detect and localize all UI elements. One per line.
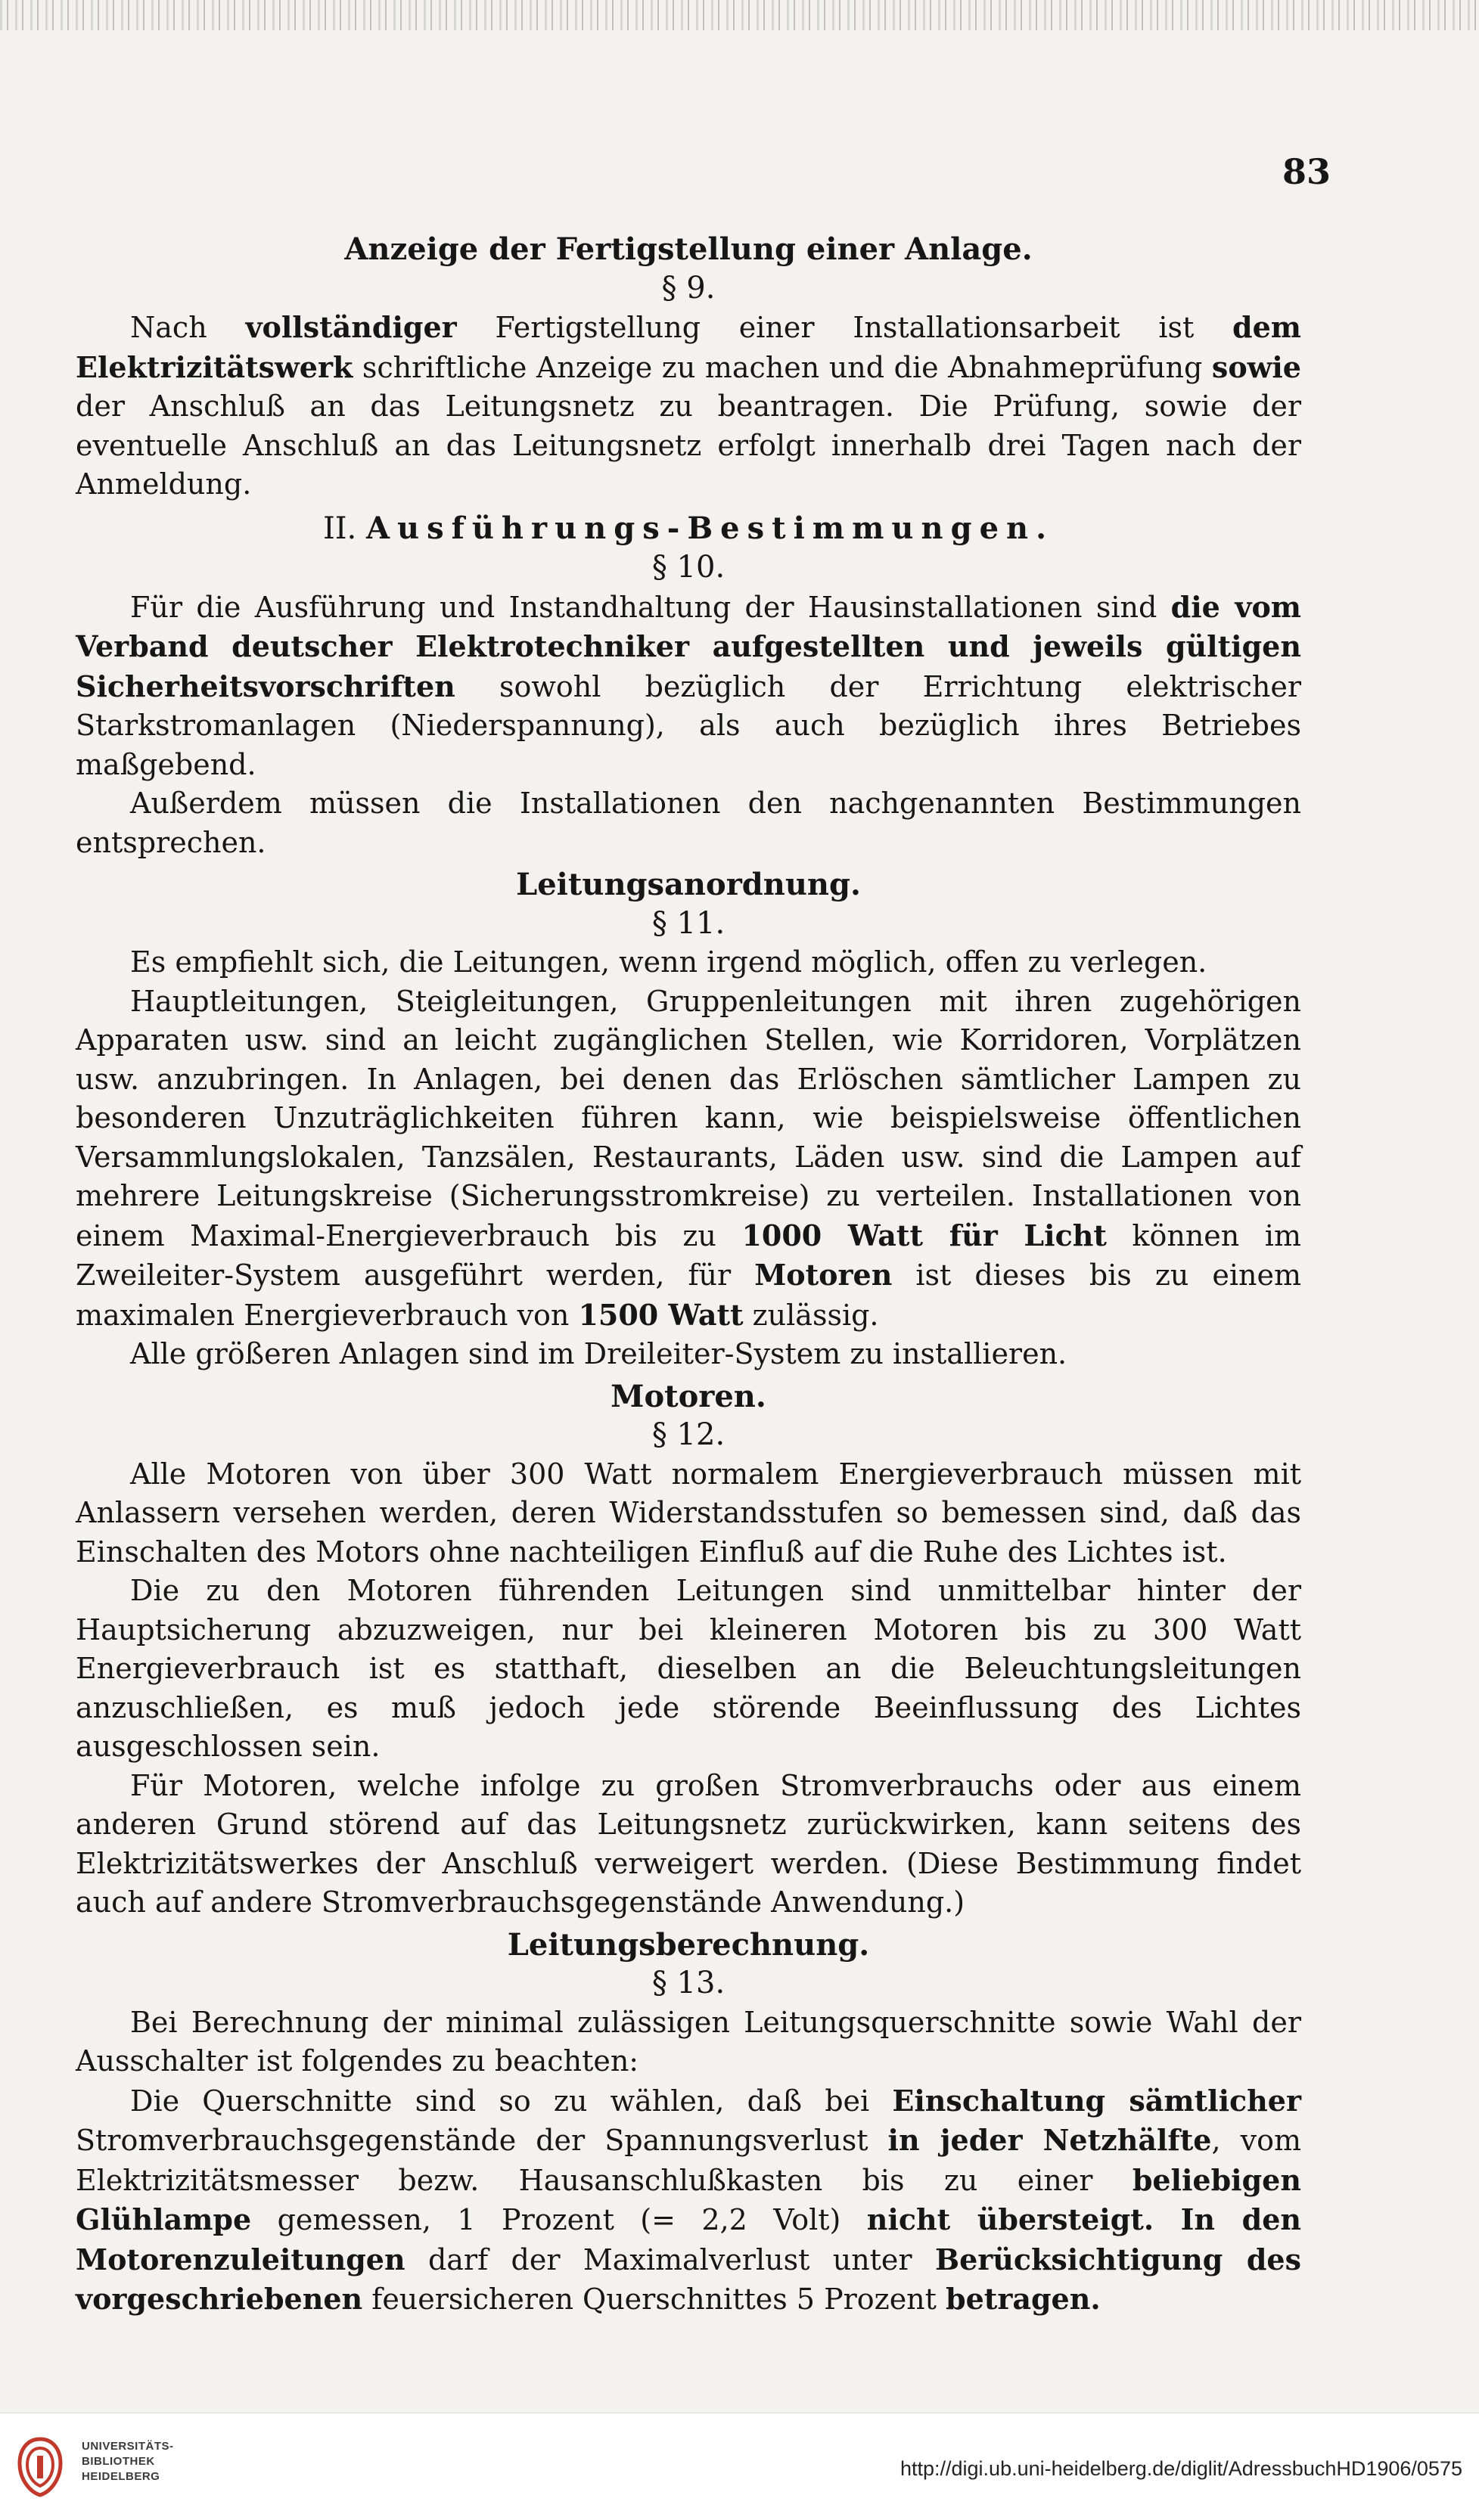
page-number: 83 (1282, 151, 1331, 192)
section-number-11: § 11. (651, 905, 726, 941)
paragraph-11-1: Es empfiehlt sich, die Leitungen, wenn irgend möglich, offen zu verlegen. (130, 945, 1207, 979)
paragraph-12-3: Für Motoren, welche infolge zu großen Stromverbrauchs oder aus einem anderen Grund störend auf das Leitungsnetz zurückwirken, kann seitens des Elektrizitätswerkes der Anschluß verweigert werden. (Diese Bestimmung findet auch auf andere Stromverbrauchsgegenstände Anwendung.) (76, 1768, 1301, 1919)
section-number-10: § 10. (651, 550, 726, 585)
paragraph-10-2: Außerdem müssen die Installationen den nachgenannten Bestimmungen entsprechen. (76, 787, 1301, 859)
heading-motoren: Motoren. (611, 1378, 766, 1414)
part-heading (76, 509, 1301, 549)
heading-leitungsberechnung: Leitungsberechnung. (507, 1926, 870, 1963)
heading-leitungsanordnung: Leitungsanordnung. (516, 867, 861, 902)
part-roman: II. (322, 511, 357, 546)
paragraph-11-2: Hauptleitungen, Steigleitungen, Gruppenleitungen mit ihren zugehörigen Apparaten usw. sind an leicht zugänglichen Stellen, wie Korridoren, Vorplätzen usw. anzubringen. In Anlagen, bei denen das Erlöschen sämtlicher Lampen zu besonderen Unzuträglichkeiten führen kann, wie beispielsweise öffentlichen Versammlungslokalen, Tanzsälen, Restaurants, Läden usw. sind die Lampen auf mehrere Leitungskreise (Sicherungsstromkreise) zu verteilen. Installationen von einem Maximal-Energieverbrauch bis zu 1000 Watt für Licht können im Zweileiter-System ausgeführt werden, für Motoren ist dieses bis zu einem maximalen Energieverbrauch von 1500 Watt zulässig. (76, 984, 1301, 1332)
paragraph-13-1: Bei Berechnung der minimal zulässigen Leitungsquerschnitte sowie Wahl der Ausschalter ist folgendes zu beachten: (76, 2005, 1301, 2078)
section-number-13: § 13. (651, 1966, 726, 2000)
paragraph-10-1: Für die Ausführung und Instandhaltung der Hausinstallationen sind die vom Verband deutscher Elektrotechniker aufgestellten und jeweils gültigen Sicherheitsvorschriften sowohl bezüglich der Errichtung elektrischer Starkstromanlagen (Niederspannung), als auch bezüglich ihres Betriebes maßgebend. (76, 589, 1302, 781)
section-number-12: § 12. (651, 1417, 726, 1452)
part-title: Ausführungs-Bestimmungen. (366, 510, 1055, 546)
footer-bar (0, 2413, 1479, 2520)
scan-edge-noise (0, 0, 1479, 30)
section-number-9: § 9. (661, 270, 716, 306)
paragraph-9-1: Nach vollständiger Fertigstellung einer Installationsarbeit ist dem Elektrizitätswerk schriftliche Anzeige zu machen und die Abnahmeprüfung sowie der Anschluß an das Leitungsnetz zu beantragen. Die Prüfung, sowie der eventuelle Anschluß an das Leitungsnetz erfolgt innerhalb drei Tagen nach der Anmeldung. (76, 310, 1301, 501)
page-content (76, 227, 1301, 2320)
paragraph-13-2: Die Querschnitte sind so zu wählen, daß bei Einschaltung sämtlicher Stromverbrauchsgegenstände der Spannungsverlust in jeder Netzhälfte, vom Elektrizitätsmesser bezw. Hausanschlußkasten bis zu einer beliebigen Glühlampe gemessen, 1 Prozent (= 2,2 Volt) nicht übersteigt. In den Motorenzuleitungen darf der Maximalverlust unter Berücksichtigung des vorgeschriebenen feuersicheren Querschnittes 5 Prozent betragen. (76, 2083, 1301, 2316)
paragraph-12-1: Alle Motoren von über 300 Watt normalem Energieverbrauch müssen mit Anlassern versehen werden, deren Widerstandsstufen so bemessen sind, daß das Einschalten des Motors ohne nachteiligen Einfluß auf die Ruhe des Lichtes ist. (76, 1457, 1301, 1569)
paragraph-11-3: Alle größeren Anlagen sind im Dreileiter-System zu installieren. (130, 1337, 1067, 1370)
institution-name: UNIVERSITÄTS- BIBLIOTHEK HEIDELBERG (82, 2440, 174, 2483)
heading-anzeige: Anzeige der Fertigstellung einer Anlage. (344, 231, 1033, 267)
heidelberg-university-seal-icon[interactable] (14, 2436, 67, 2498)
paragraph-12-2: Die zu den Motoren führenden Leitungen sind unmittelbar hinter der Hauptsicherung abzuzweigen, nur bei kleineren Motoren bis zu 300 Watt Energieverbrauch ist es statthaft, dieselben an die Beleuchtungsleitungen anzuschließen, es muß jedoch jede störende Beeinflussung des Lichtes ausgeschlossen sein. (76, 1574, 1301, 1763)
source-url-link[interactable]: http://digi.ub.uni-heidelberg.de/diglit/AdressbuchHD1906/0575 (900, 2457, 1462, 2480)
